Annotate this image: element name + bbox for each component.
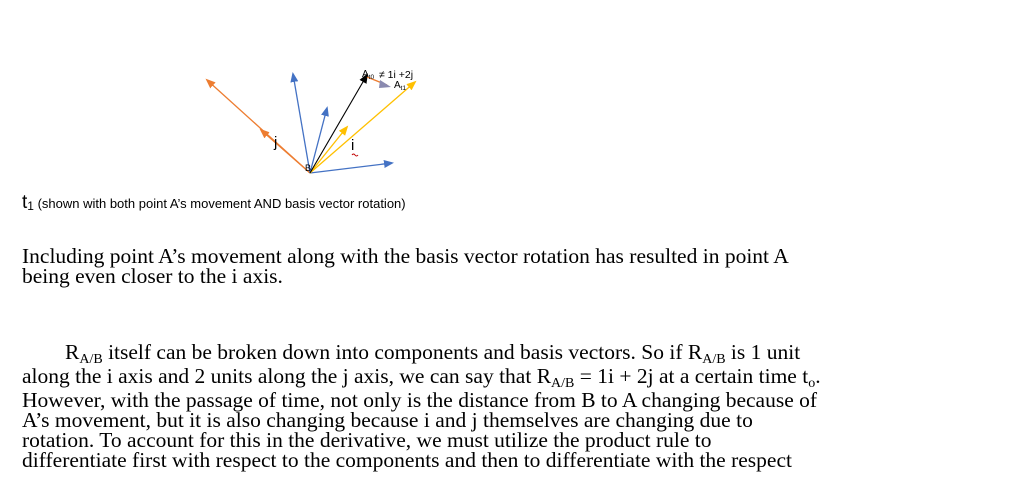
paragraph-2-line-2: along the i axis and 2 units along the j axis, we can say that RA/B = 1i + 2j at a certain time to. bbox=[22, 364, 821, 391]
paragraph-2-line-1: RA/B itself can be broken down into components and basis vectors. So if RA/B is 1 unit bbox=[65, 340, 801, 367]
paragraph-2 bbox=[22, 342, 821, 470]
paragraph-2-line-6: differentiate first with respect to the components and then to differentiate with the respect bbox=[22, 448, 792, 472]
diagram-label-a-t1: $A_{t1}$ bbox=[394, 80, 407, 92]
diagram-label-b: B bbox=[305, 163, 312, 173]
rotated-j-vector-arrow bbox=[261, 130, 310, 173]
paragraph-1-line-1: Including point A’s movement along with the basis vector rotation has resulted in point A bbox=[22, 244, 789, 268]
caption-t: t bbox=[22, 192, 28, 213]
figure-caption bbox=[22, 193, 406, 214]
a-movement-arrowhead bbox=[379, 80, 391, 88]
paragraph-1 bbox=[22, 246, 789, 286]
paragraph-2-line-5: rotation. To account for this in the derivative, we must utilize the product rule to bbox=[22, 428, 712, 452]
diagram-label-i: i bbox=[351, 137, 355, 154]
paragraph-2-line-3: However, with the passage of time, not only is the distance from B to A changing because of bbox=[22, 388, 818, 412]
diagram-label-neq: ≠ 1i +2j bbox=[379, 69, 414, 81]
diagram-label-a-t0: $A_{t0}$ bbox=[362, 69, 375, 81]
paragraph-1-line-2: being even closer to the i axis. bbox=[22, 264, 283, 288]
caption-t-subscript: 1 bbox=[27, 199, 34, 213]
caption-note: (shown with both point A’s movement AND basis vector rotation) bbox=[33, 196, 406, 211]
original-j-axis-arrow bbox=[293, 74, 310, 173]
position-vector-a-t0-arrow bbox=[310, 75, 367, 173]
diagram-label-j: j bbox=[274, 134, 278, 151]
paragraph-2-line-4: A’s movement, but it is also changing because i and j themselves are changing due to bbox=[22, 408, 753, 432]
rotated-i-axis-arrow bbox=[310, 82, 415, 173]
original-i-axis-arrow bbox=[310, 163, 392, 173]
i-squiggle-mark bbox=[352, 154, 358, 156]
basis-vector-diagram bbox=[195, 60, 455, 185]
